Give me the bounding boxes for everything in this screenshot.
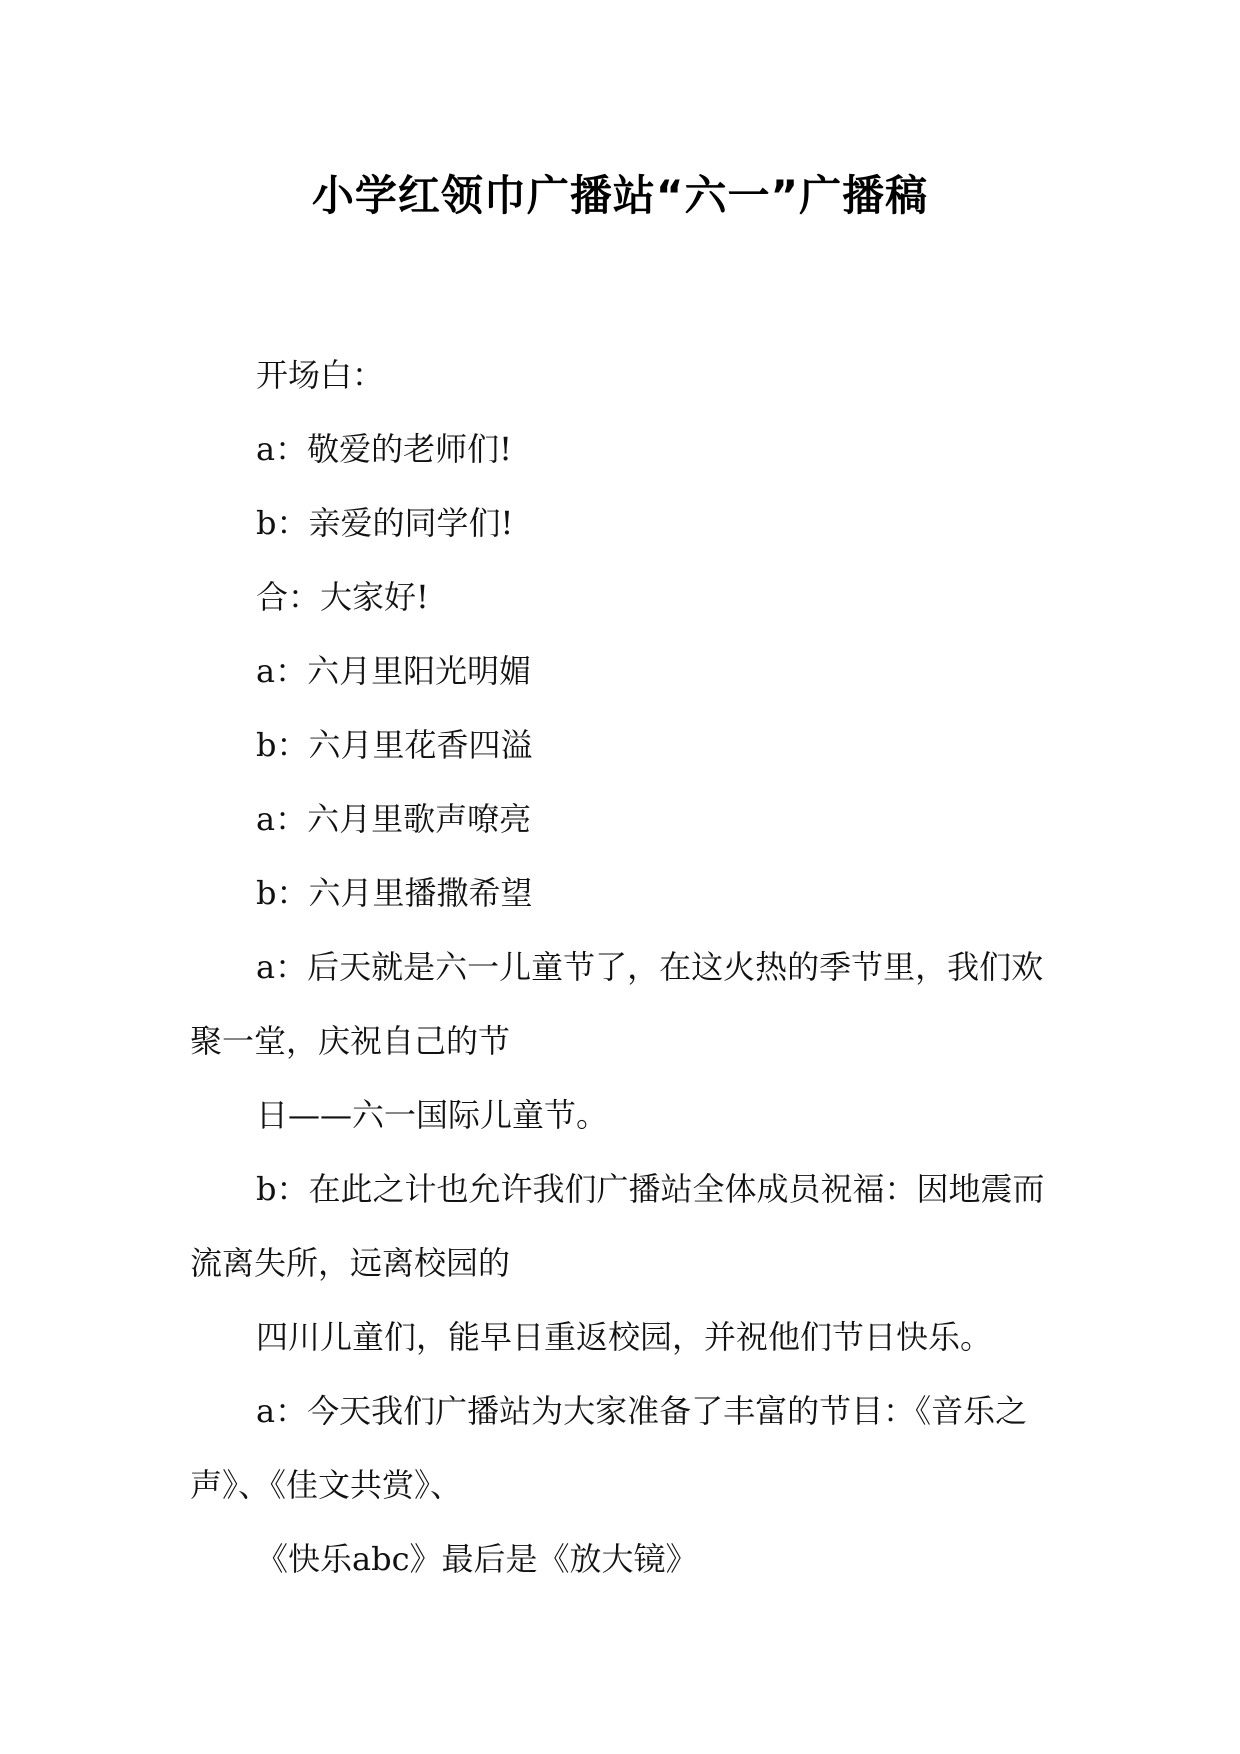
paragraph-a-sunshine: a：六月里阳光明媚	[256, 652, 532, 690]
paragraph-b-hope: b：六月里播撒希望	[256, 874, 533, 912]
paragraph-b-blessing: b：在此之计也允许我们广播站全体成员祝福：因地震而流离失所，远离校园的	[190, 1170, 1045, 1282]
paragraph-a-greeting-teachers: a：敬爱的老师们!	[256, 430, 512, 468]
document-title: 小学红领巾广播站“六一”广播稿	[311, 171, 929, 220]
paragraph-international-childrens-day: 日——六一国际儿童节。	[256, 1096, 609, 1134]
paragraph-program-list: 《快乐abc》最后是《放大镜》	[256, 1540, 698, 1578]
paragraph-a-programs: a：今天我们广播站为大家准备了丰富的节目：《音乐之声》、《佳文共赏》、	[190, 1392, 1028, 1504]
paragraph-b-greeting-students: b：亲爱的同学们!	[256, 504, 514, 542]
paragraph-together-hello: 合：大家好!	[256, 578, 429, 616]
paragraph-a-songs: a：六月里歌声嘹亮	[256, 800, 532, 838]
paragraph-sichuan-children: 四川儿童们，能早日重返校园，并祝他们节日快乐。	[256, 1318, 993, 1356]
paragraph-a-childrens-day: a：后天就是六一儿童节了，在这火热的季节里，我们欢聚一堂，庆祝自己的节	[190, 948, 1044, 1060]
document-body	[190, 338, 1060, 1596]
paragraph-b-fragrance: b：六月里花香四溢	[256, 726, 533, 764]
paragraph-opening: 开场白：	[256, 356, 385, 394]
